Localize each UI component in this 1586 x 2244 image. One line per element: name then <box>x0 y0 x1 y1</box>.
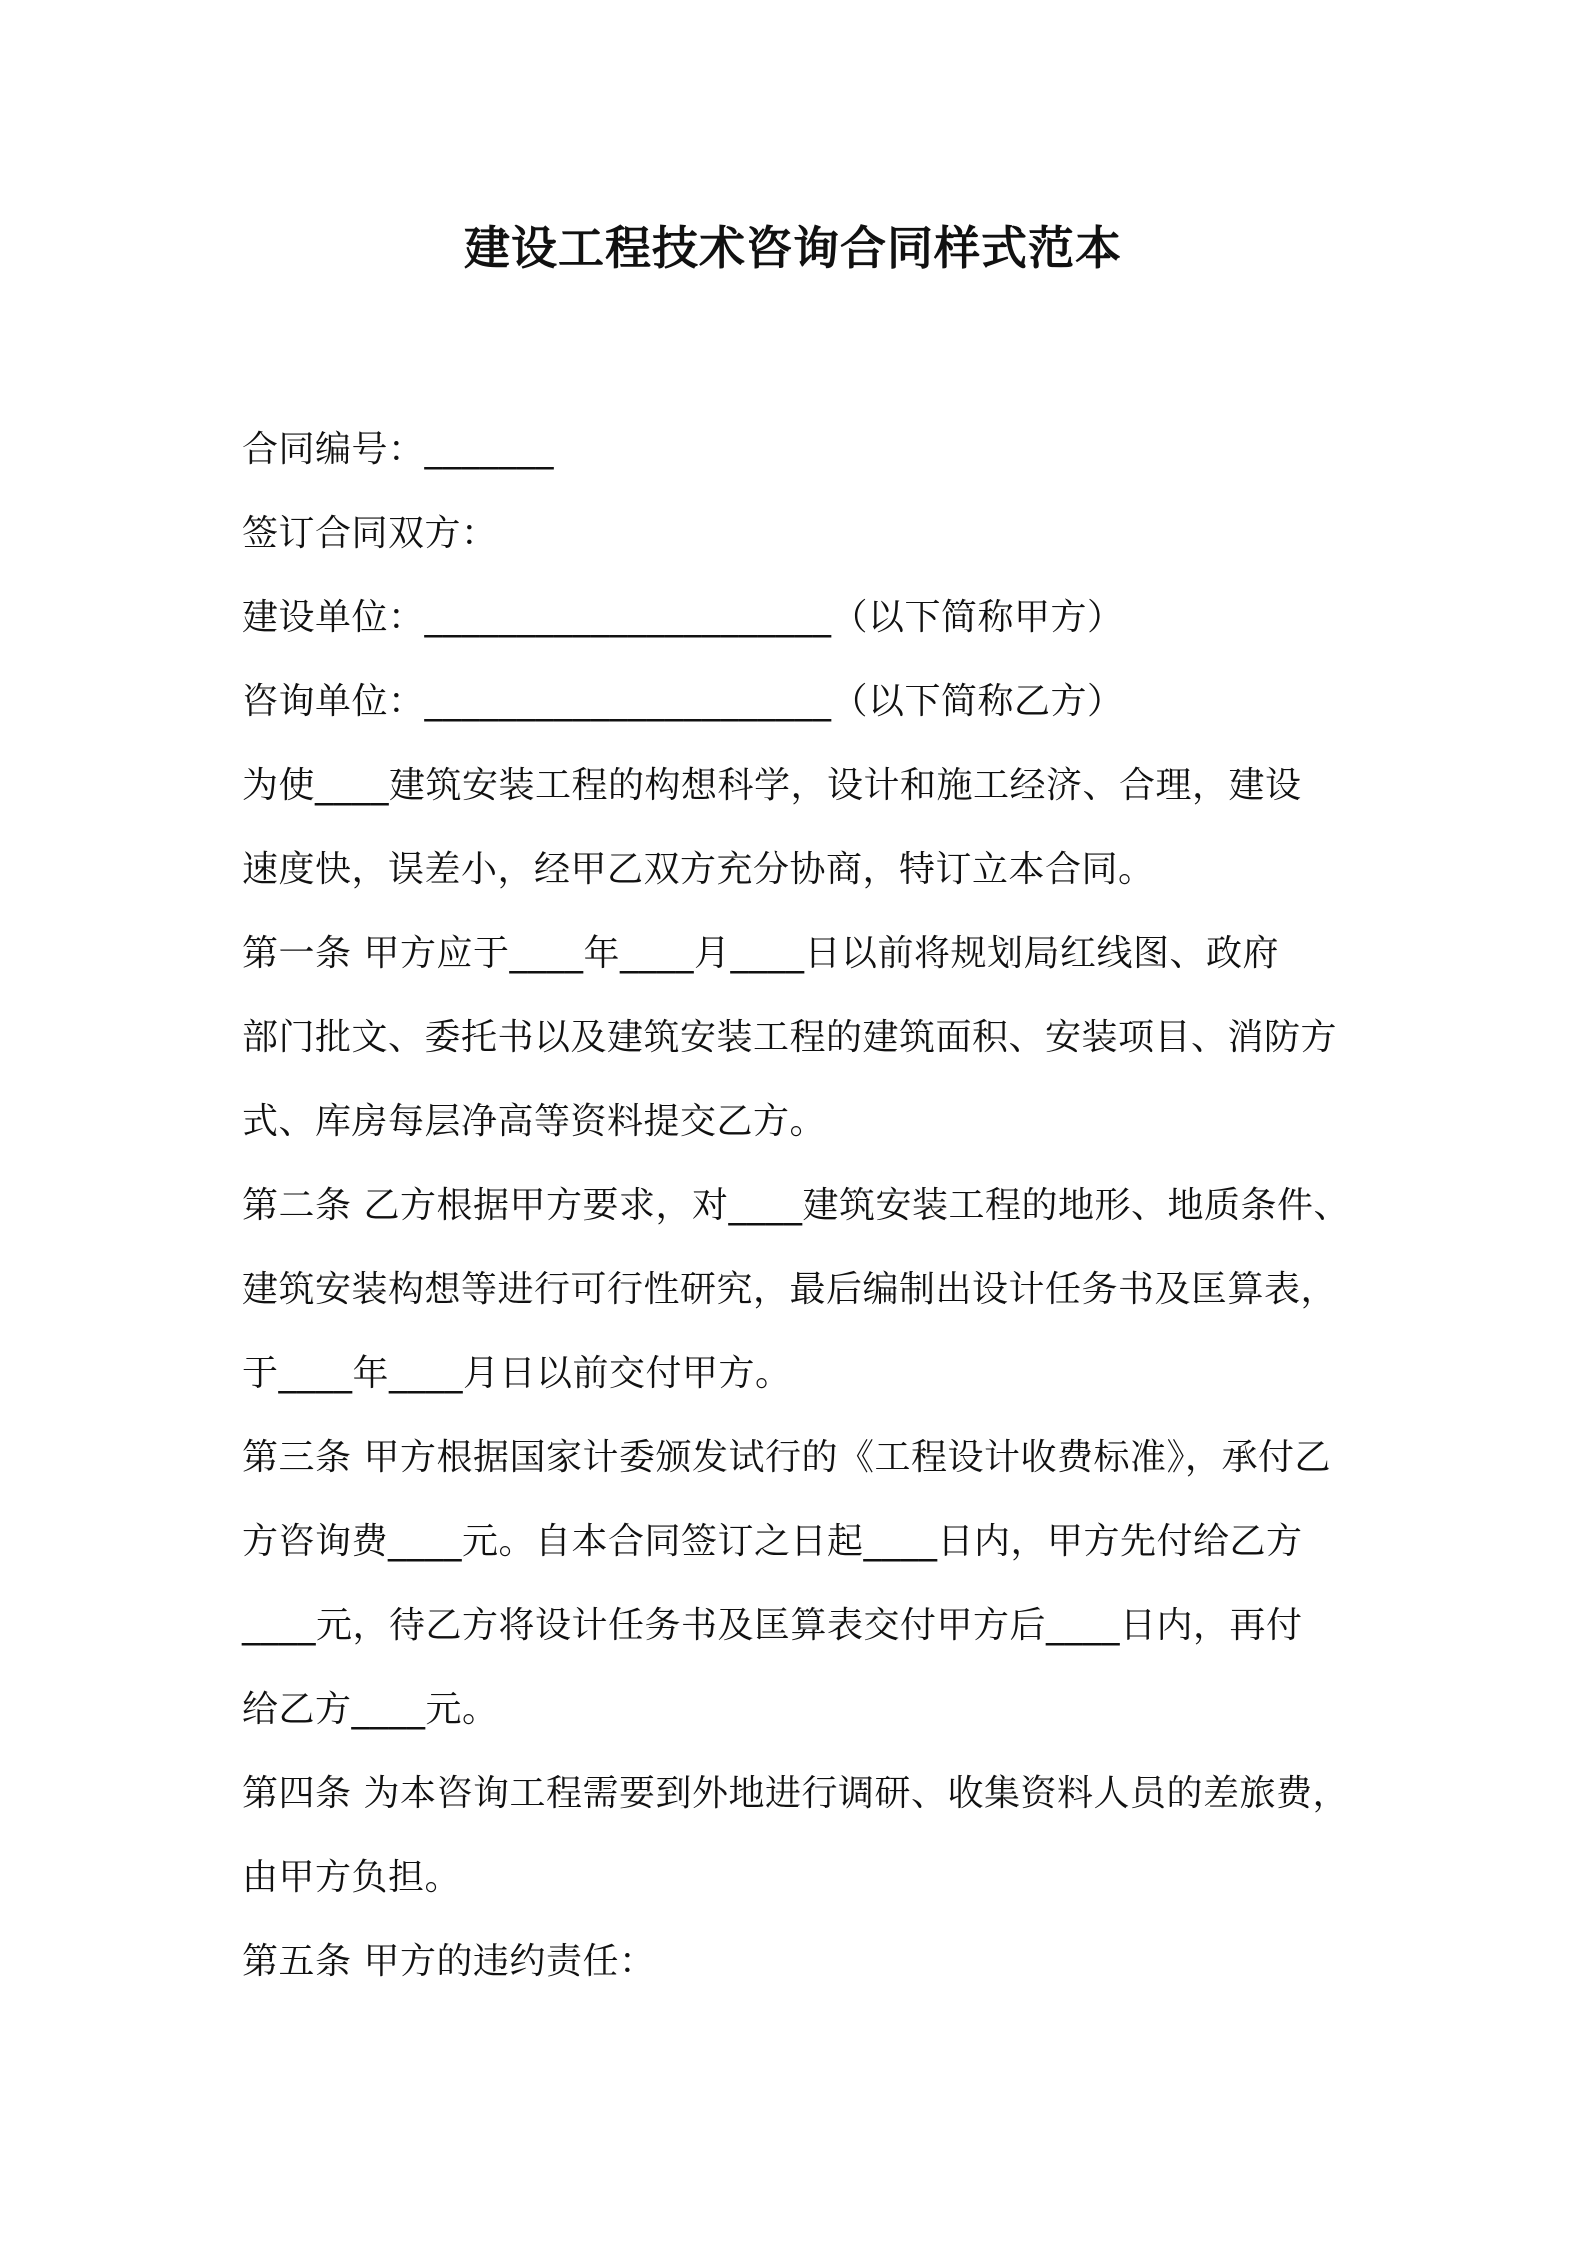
article-1-line: 部门批文、委托书以及建筑安装工程的建筑面积、安装项目、消防方 <box>242 1017 1338 1058</box>
article-3-line: 第三条 甲方根据国家计委颁发试行的《工程设计收费标准》，承付乙 <box>242 1437 1331 1478</box>
contract-number-line: 合同编号：_______ <box>242 429 555 470</box>
article-2-line: 建筑安装构想等进行可行性研究，最后编制出设计任务书及匡算表， <box>242 1269 1338 1310</box>
preamble-line: 速度快，误差小，经甲乙双方充分协商，特订立本合同。 <box>242 849 1155 890</box>
article-3-line: 给乙方____元。 <box>242 1689 499 1730</box>
document-body <box>242 408 1372 2004</box>
party-a-line: 建设单位：______________________（以下简称甲方） <box>242 597 1124 638</box>
article-2-line: 第二条 乙方根据甲方要求，对____建筑安装工程的地形、地质条件、 <box>242 1185 1350 1226</box>
article-4-line: 第四条 为本咨询工程需要到外地进行调研、收集资料人员的差旅费， <box>242 1773 1349 1814</box>
article-5-line: 第五条 甲方的违约责任： <box>242 1941 656 1982</box>
article-2-line: 于____年____月日以前交付甲方。 <box>242 1353 792 1394</box>
article-3-line: 方咨询费____元。自本合同签订之日起____日内，甲方先付给乙方 <box>242 1521 1303 1562</box>
article-1-line: 式、库房每层净高等资料提交乙方。 <box>242 1101 827 1142</box>
document-title: 建设工程技术咨询合同样式范本 <box>464 221 1122 275</box>
party-b-line: 咨询单位：______________________（以下简称乙方） <box>242 681 1124 722</box>
article-4-line: 由甲方负担。 <box>242 1857 462 1898</box>
preamble-line: 为使____建筑安装工程的构想科学，设计和施工经济、合理，建设 <box>242 765 1302 806</box>
parties-heading: 签订合同双方： <box>242 513 498 554</box>
article-3-line: ____元，待乙方将设计任务书及匡算表交付甲方后____日内，再付 <box>242 1605 1303 1646</box>
article-1-line: 第一条 甲方应于____年____月____日以前将规划局红线图、政府 <box>242 933 1279 974</box>
